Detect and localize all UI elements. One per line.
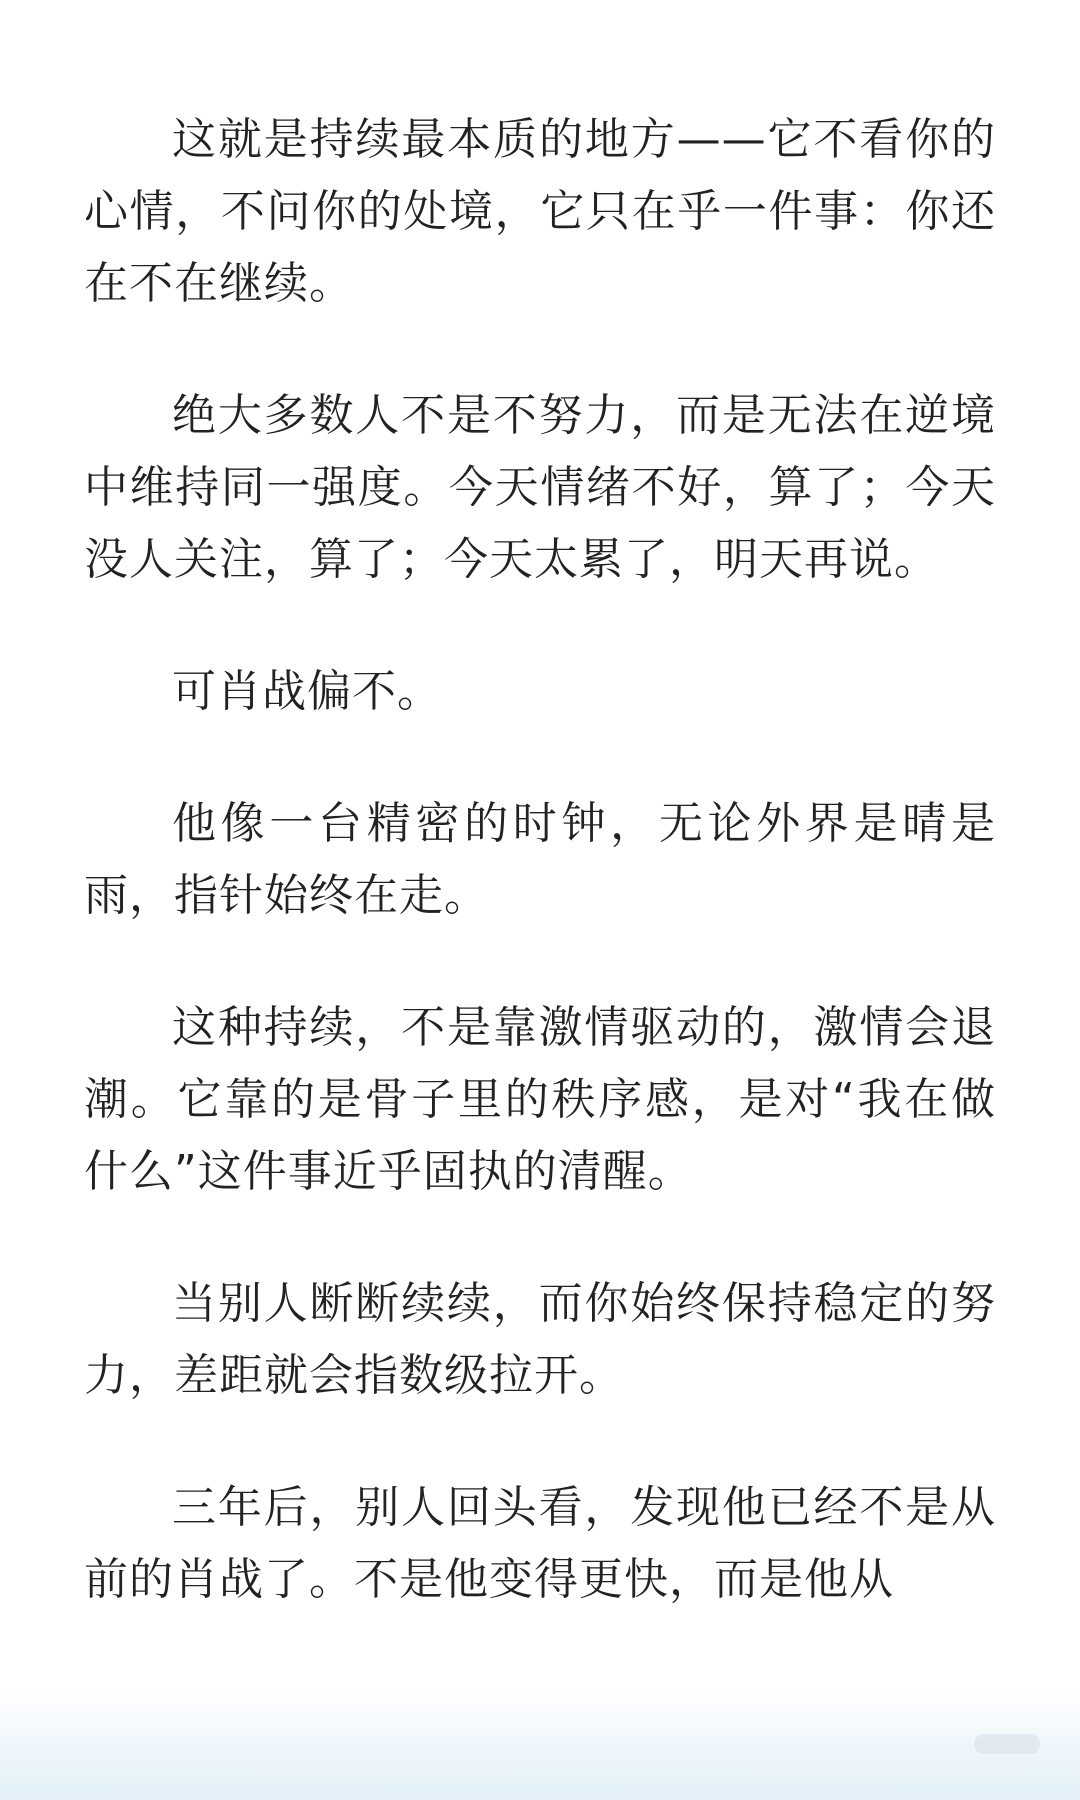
paragraph-6: 当别人断断续续，而你始终保持稳定的努力，差距就会指数级拉开。 <box>84 1278 996 1401</box>
article-body <box>84 104 996 1676</box>
paragraph-3: 可肖战偏不。 <box>172 666 442 717</box>
watermark <box>974 1734 1040 1754</box>
paragraph-7: 三年后，别人回头看，发现他已经不是从前的肖战了。不是他变得更快，而是他从 <box>84 1482 996 1605</box>
paragraph-5: 这种持续，不是靠激情驱动的，激情会退潮。它靠的是骨子里的秩序感，是对“我在做什么”这件事近乎固执的清醒。 <box>84 1002 996 1197</box>
paragraph-4: 他像一台精密的时钟，无论外界是晴是雨，指针始终在走。 <box>84 798 996 921</box>
paragraph-1: 这就是持续最本质的地方——它不看你的心情，不问你的处境，它只在乎一件事：你还在不在继续。 <box>84 114 996 309</box>
bottom-fade <box>0 1690 1080 1800</box>
paragraph-2: 绝大多数人不是不努力，而是无法在逆境中维持同一强度。今天情绪不好，算了；今天没人关注，算了；今天太累了，明天再说。 <box>84 390 996 585</box>
